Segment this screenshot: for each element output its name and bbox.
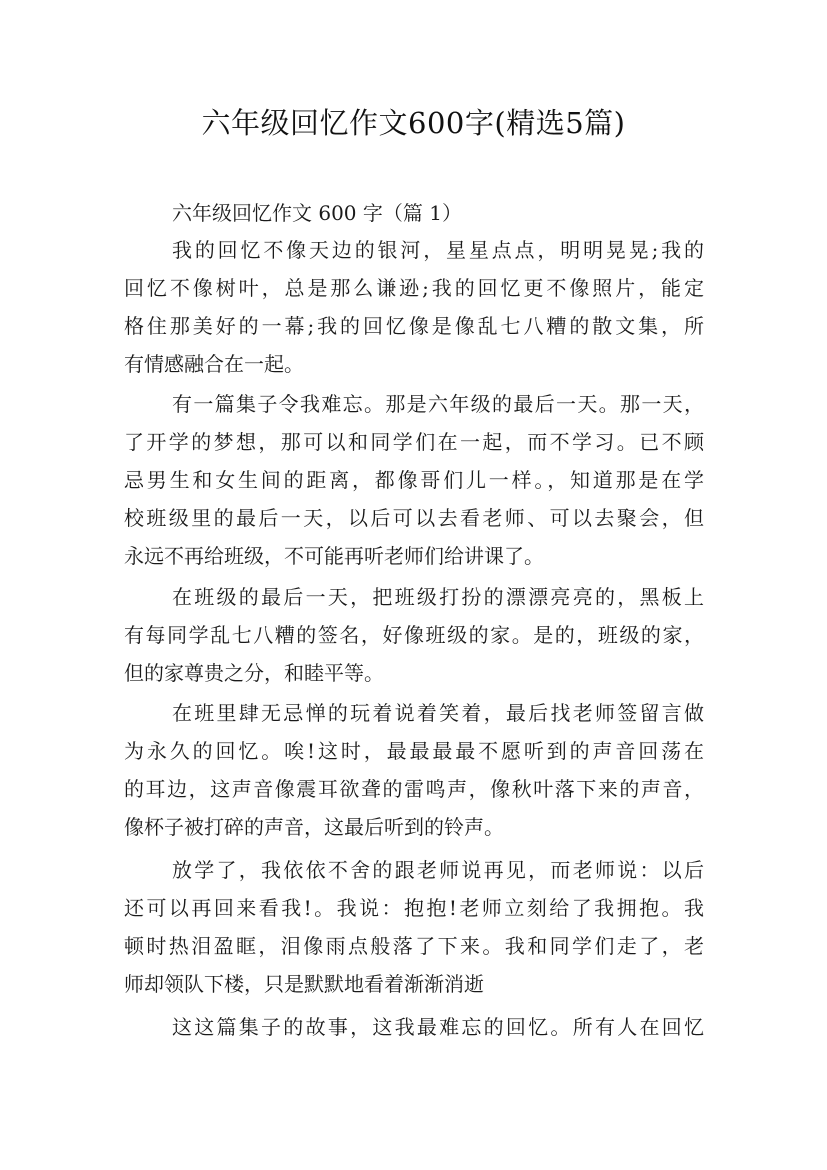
paragraph-line: 回忆不像树叶，总是那么谦逊;我的回忆更不像照片，能定 xyxy=(124,276,704,300)
section-heading: 六年级回忆作文 600 字（篇 1） xyxy=(172,201,462,225)
paragraph-line: 格住那美好的一幕;我的回忆像是像乱七八糟的散文集，所 xyxy=(124,314,704,338)
paragraph-line: 这这篇集子的故事，这我最难忘的回忆。所有人在回忆 xyxy=(172,1015,704,1039)
paragraph-line: 有每同学乱七八糟的签名，好像班级的家。是的，班级的家， xyxy=(124,623,704,647)
paragraph-line: 放学了，我依依不舍的跟老师说再见，而老师说：以后 xyxy=(172,858,704,882)
paragraph-line: 忌男生和女生间的距离，都像哥们儿一样。，知道那是在学 xyxy=(124,468,704,492)
paragraph-line: 的耳边，这声音像震耳欲聋的雷鸣声，像秋叶落下来的声音， xyxy=(124,777,704,801)
paragraph-line: 我的回忆不像天边的银河，星星点点，明明晃晃;我的 xyxy=(172,238,704,262)
paragraph-line: 在班里肆无忌惮的玩着说着笑着，最后找老师签留言做 xyxy=(172,701,704,725)
paragraph-line: 顿时热泪盈眶，泪像雨点般落了下来。我和同学们走了，老 xyxy=(124,934,704,958)
paragraph-line: 了开学的梦想，那可以和同学们在一起，而不学习。已不顾 xyxy=(124,430,704,454)
paragraph-line: 还可以再回来看我!。我说：抱抱!老师立刻给了我拥抱。我 xyxy=(124,896,704,920)
paragraph-line: 有情感融合在一起。 xyxy=(124,352,304,376)
document-title: 六年级回忆作文600字(精选5篇) xyxy=(201,106,626,140)
paragraph-line: 有一篇集子令我难忘。那是六年级的最后一天。那一天， xyxy=(172,392,704,416)
paragraph-line: 校班级里的最后一天，以后可以去看老师、可以去聚会，但 xyxy=(124,506,704,530)
paragraph-line: 但的家尊贵之分，和睦平等。 xyxy=(124,661,384,685)
paragraph-line: 像杯子被打碎的声音，这最后听到的铃声。 xyxy=(124,815,504,839)
paragraph-line: 为永久的回忆。唉!这时，最最最最不愿听到的声音回荡在 xyxy=(124,739,704,763)
paragraph-line: 师却领队下楼，只是默默地看着渐渐消逝 xyxy=(124,972,484,996)
paragraph-line: 在班级的最后一天，把班级打扮的漂漂亮亮的，黑板上 xyxy=(172,585,704,609)
paragraph-line: 永远不再给班级，不可能再听老师们给讲课了。 xyxy=(124,544,544,568)
